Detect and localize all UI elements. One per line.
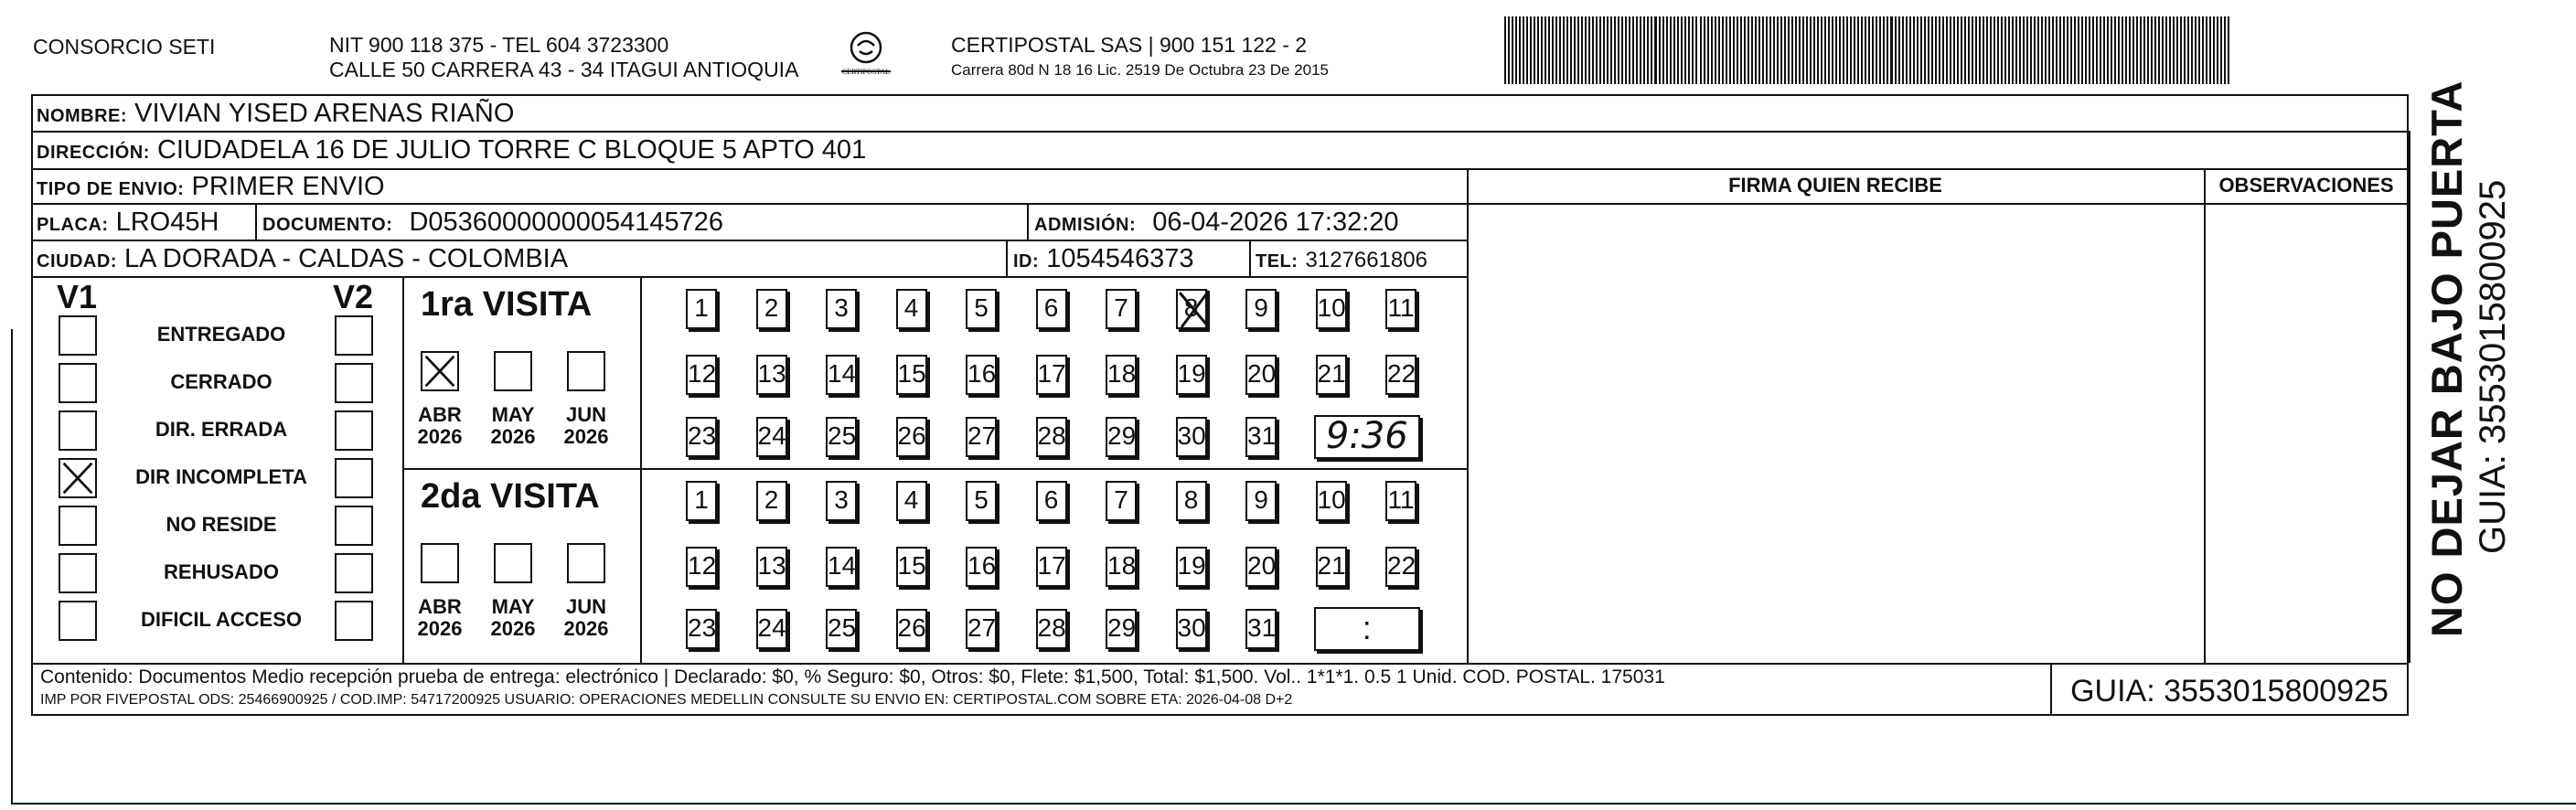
day-box[interactable]: 29: [1106, 417, 1137, 457]
day-box[interactable]: 26: [896, 417, 927, 457]
ciudad-label: CIUDAD:: [37, 251, 117, 272]
month-checkbox[interactable]: [421, 351, 459, 391]
day-box[interactable]: 11: [1385, 481, 1416, 521]
month-checkbox[interactable]: [567, 351, 605, 391]
month-checkbox[interactable]: [567, 543, 605, 583]
month-label: [476, 596, 550, 640]
address-line: CALLE 50 CARRERA 43 - 34 ITAGUI ANTIOQUIA: [329, 58, 799, 81]
day-box[interactable]: 23: [686, 417, 717, 457]
day-box[interactable]: 18: [1106, 355, 1137, 395]
day-box[interactable]: 8: [1176, 481, 1207, 521]
nit-line: NIT 900 118 375 - TEL 604 3723300: [329, 33, 669, 57]
day-box[interactable]: 25: [826, 417, 857, 457]
day-box[interactable]: 19: [1176, 547, 1207, 587]
v2-checkbox[interactable]: [335, 506, 373, 546]
id-row: [1013, 242, 1194, 278]
id-label: ID:: [1013, 251, 1040, 272]
placa-value: LRO45H: [115, 208, 219, 237]
tipo-label: TIPO DE ENVIO:: [37, 179, 185, 199]
month-label: [550, 404, 623, 448]
day-box[interactable]: 13: [756, 547, 787, 587]
day-box[interactable]: 2: [756, 289, 787, 329]
status-label: CERRADO: [170, 370, 273, 393]
v2-checkbox[interactable]: [335, 553, 373, 593]
day-box[interactable]: 31: [1245, 417, 1277, 457]
day-box[interactable]: 18: [1106, 547, 1137, 587]
day-box[interactable]: 27: [966, 609, 997, 649]
day-box[interactable]: 13: [756, 355, 787, 395]
nombre-label: NOMBRE:: [37, 106, 128, 126]
day-box[interactable]: 9: [1245, 289, 1277, 329]
day-box[interactable]: 26: [896, 609, 927, 649]
license-line: Carrera 80d N 18 16 Lic. 2519 De Octubra 23 De 2015: [951, 61, 1329, 79]
ciudad-value: LA DORADA - CALDAS - COLOMBIA: [124, 244, 569, 273]
v2-checkbox[interactable]: [335, 410, 373, 451]
tipo-value: PRIMER ENVIO: [191, 172, 385, 201]
day-box[interactable]: 3: [826, 481, 857, 521]
carrier-line: CERTIPOSTAL SAS | 900 151 122 - 2: [951, 33, 1308, 57]
id-value: 1054546373: [1046, 244, 1194, 273]
day-box[interactable]: 29: [1106, 609, 1137, 649]
month-name: ABR: [418, 403, 462, 426]
day-box[interactable]: 28: [1036, 609, 1067, 649]
month-year: 2026: [563, 425, 609, 448]
day-box[interactable]: 15: [896, 355, 927, 395]
day-box[interactable]: 16: [966, 355, 997, 395]
placa-label: PLACA:: [37, 215, 109, 235]
month-checkbox[interactable]: [421, 543, 459, 583]
observaciones-header: OBSERVACIONES: [2218, 174, 2394, 197]
visit-title: 2da VISITA: [421, 477, 600, 516]
time-box[interactable]: 9:36: [1314, 415, 1421, 459]
firma-header: FIRMA QUIEN RECIBE: [1728, 174, 1942, 197]
day-box[interactable]: 17: [1036, 355, 1067, 395]
footer-guia: GUIA: 3553015800925: [2070, 674, 2389, 709]
status-label: DIR INCOMPLETA: [135, 465, 307, 488]
day-box[interactable]: 14: [826, 547, 857, 587]
company-name: CONSORCIO SETI: [33, 35, 216, 59]
month-year: 2026: [490, 425, 536, 448]
certipostal-logo: [834, 27, 898, 82]
day-box[interactable]: 28: [1036, 417, 1067, 457]
nombre-row: [37, 97, 514, 133]
barcode: [1504, 16, 2231, 84]
day-box[interactable]: 5: [966, 481, 997, 521]
month-name: MAY: [491, 403, 535, 426]
day-box[interactable]: 14: [826, 355, 857, 395]
direccion-row: [37, 133, 866, 169]
tel-value: 3127661806: [1305, 248, 1427, 272]
v2-checkbox[interactable]: [335, 315, 373, 356]
day-box[interactable]: 31: [1245, 609, 1277, 649]
day-box[interactable]: 10: [1316, 481, 1347, 521]
status-label: NO RESIDE: [166, 513, 277, 536]
month-checkbox[interactable]: [494, 351, 532, 391]
day-box[interactable]: 22: [1385, 547, 1416, 587]
admision-label: ADMISIÓN:: [1034, 215, 1137, 235]
check-x-icon: [422, 353, 457, 389]
day-box[interactable]: 7: [1106, 481, 1137, 521]
logo-text: CERTIPOSTAL: [841, 68, 891, 76]
status-label: REHUSADO: [164, 560, 279, 583]
direccion-value: CIUDADELA 16 DE JULIO TORRE C BLOQUE 5 APTO 401: [156, 135, 867, 165]
day-box[interactable]: 3: [826, 289, 857, 329]
footer-print-line: IMP POR FIVEPOSTAL ODS: 25466900925 / COD.IMP: 54717200925 USUARIO: OPERACIONES MEDELLIN CONSULTE SU ENVIO EN: CERTIPOSTAL.COM SOBRE ETA: 2026-04-08 D+2: [40, 692, 1293, 708]
month-name: MAY: [491, 595, 535, 618]
month-year: 2026: [563, 617, 609, 640]
month-year: 2026: [417, 425, 463, 448]
tipo-row: [37, 170, 385, 206]
day-box[interactable]: 17: [1036, 547, 1067, 587]
visit-title: 1ra VISITA: [421, 285, 593, 324]
day-box[interactable]: 4: [896, 289, 927, 329]
day-box[interactable]: 1: [686, 481, 717, 521]
edge-mark: [11, 329, 13, 805]
v2-checkbox[interactable]: [335, 601, 373, 641]
v2-checkbox[interactable]: [335, 458, 373, 498]
tel-label: TEL:: [1256, 251, 1299, 272]
month-name: JUN: [565, 403, 606, 426]
side-guia: GUIA: 3553015800925: [2473, 179, 2513, 554]
day-box[interactable]: 27: [966, 417, 997, 457]
day-box[interactable]: 9: [1245, 481, 1277, 521]
no-dejar-warning: NO DEJAR BAJO PUERTA: [2422, 80, 2471, 637]
day-box[interactable]: 24: [756, 417, 787, 457]
v1-checkbox[interactable]: [59, 315, 97, 356]
month-label: [403, 404, 476, 448]
month-year: 2026: [417, 617, 463, 640]
v1-label: V1: [57, 278, 98, 315]
day-box[interactable]: 25: [826, 609, 857, 649]
day-box[interactable]: 23: [686, 609, 717, 649]
month-name: JUN: [565, 595, 606, 618]
tel-row: [1256, 242, 1427, 278]
check-x-icon: [60, 460, 95, 496]
month-label: [403, 596, 476, 640]
day-box[interactable]: 7: [1106, 289, 1137, 329]
direccion-label: DIRECCIÓN:: [37, 143, 150, 163]
status-label: DIFICIL ACCESO: [140, 608, 302, 631]
day-box[interactable]: 4: [896, 481, 927, 521]
documento-row: [262, 206, 723, 241]
day-box[interactable]: 22: [1385, 355, 1416, 395]
v1-checkbox[interactable]: [59, 506, 97, 546]
day-box[interactable]: 16: [966, 547, 997, 587]
month-label: [476, 404, 550, 448]
v1-checkbox[interactable]: [59, 363, 97, 403]
day-box[interactable]: 12: [686, 547, 717, 587]
documento-value: D05360000000054145726: [409, 208, 723, 237]
day-box[interactable]: 6: [1036, 289, 1067, 329]
day-box[interactable]: 1: [686, 289, 717, 329]
v1-checkbox[interactable]: [59, 458, 97, 498]
month-label: [550, 596, 623, 640]
footer-content-line: Contenido: Documentos Medio recepción prueba de entrega: electrónico | Declarado: $0, % Seguro: $0, Otros: $0, Flete: $1,500, Total: $1,500. Vol.. 1*1*1. 0.5 1 Unid. COD. POSTAL. 175031: [40, 666, 1665, 687]
month-year: 2026: [490, 617, 536, 640]
day-box[interactable]: 8: [1176, 289, 1207, 329]
admision-value: 06-04-2026 17:32:20: [1152, 208, 1399, 237]
documento-label: DOCUMENTO:: [262, 215, 393, 235]
ciudad-row: [37, 242, 568, 278]
day-box[interactable]: 2: [756, 481, 787, 521]
status-label: ENTREGADO: [156, 323, 286, 346]
time-box[interactable]: :: [1314, 607, 1421, 651]
day-box[interactable]: 15: [896, 547, 927, 587]
day-box[interactable]: 11: [1385, 289, 1416, 329]
admision-row: [1034, 206, 1399, 241]
month-name: ABR: [418, 595, 462, 618]
status-label: DIR. ERRADA: [155, 418, 288, 441]
day-box[interactable]: 19: [1176, 355, 1207, 395]
day-mark-icon: [1172, 285, 1214, 333]
month-checkbox[interactable]: [494, 543, 532, 583]
v2-checkbox[interactable]: [335, 363, 373, 403]
day-box[interactable]: 24: [756, 609, 787, 649]
day-box[interactable]: 12: [686, 355, 717, 395]
v1-checkbox[interactable]: [59, 553, 97, 593]
nombre-value: VIVIAN YISED ARENAS RIAÑO: [134, 99, 515, 128]
placa-row: [37, 206, 219, 241]
day-box[interactable]: 30: [1176, 609, 1207, 649]
v1-checkbox[interactable]: [59, 410, 97, 451]
day-box[interactable]: 30: [1176, 417, 1207, 457]
v2-label: V2: [333, 278, 374, 315]
day-box[interactable]: 21: [1316, 355, 1347, 395]
day-box[interactable]: 10: [1316, 289, 1347, 329]
day-box[interactable]: 5: [966, 289, 997, 329]
v1-checkbox[interactable]: [59, 601, 97, 641]
day-box[interactable]: 20: [1245, 547, 1277, 587]
day-box[interactable]: 6: [1036, 481, 1067, 521]
day-box[interactable]: 20: [1245, 355, 1277, 395]
day-box[interactable]: 21: [1316, 547, 1347, 587]
